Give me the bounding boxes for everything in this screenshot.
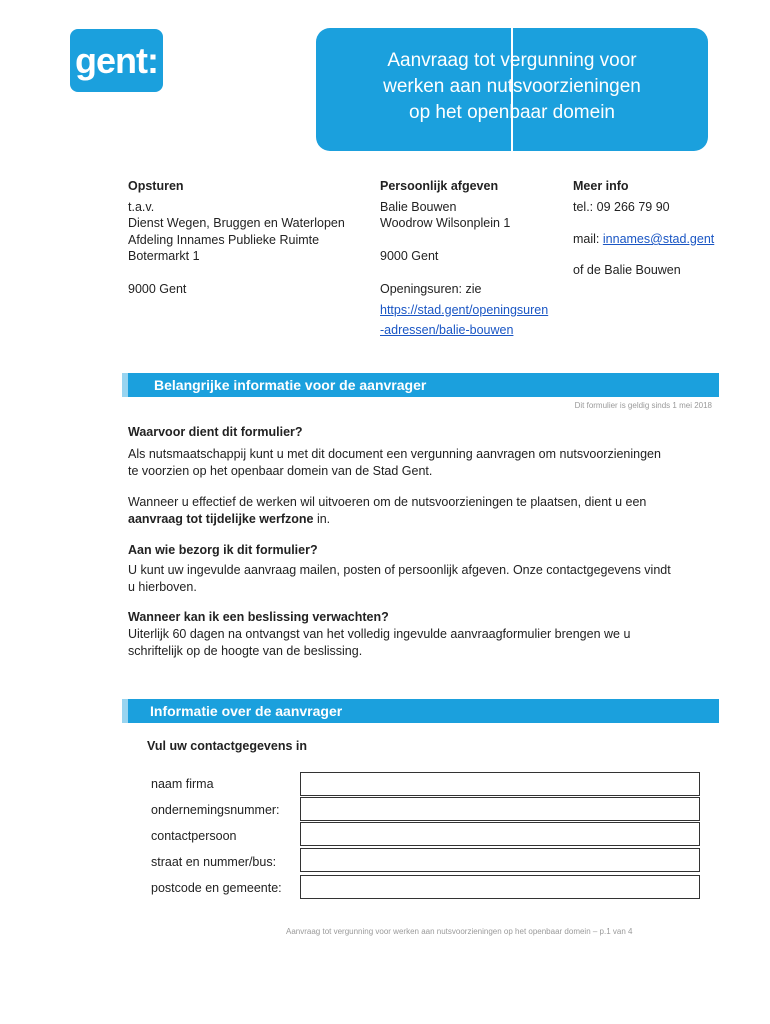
contact-deliver xyxy=(380,178,548,339)
send-heading: Opsturen xyxy=(128,179,184,193)
paragraph-line: Wanneer u effectief de werken wil uitvoeren om de nutsvoorzieningen te plaatsen, dient u een xyxy=(128,495,647,509)
send-line xyxy=(128,265,345,282)
send-line: t.a.v. xyxy=(128,199,155,214)
postcode-city-input[interactable] xyxy=(300,875,700,899)
info-heading: Meer info xyxy=(573,179,629,193)
deliver-heading: Persoonlijk afgeven xyxy=(380,179,499,193)
paragraph xyxy=(128,494,708,527)
field-label: naam firma xyxy=(151,777,214,791)
paragraph xyxy=(128,446,708,479)
question-heading: Wanneer kan ik een beslissing verwachten? xyxy=(128,610,389,624)
company-name-input[interactable] xyxy=(300,772,700,796)
title-line: op het openbaar domein xyxy=(409,102,615,123)
paragraph xyxy=(128,626,708,659)
send-line: Botermarkt 1 xyxy=(128,249,200,263)
page-footer: Aanvraag tot vergunning voor werken aan nutsvoorzieningen op het openbaar domein – p.1 van 4 xyxy=(286,927,633,936)
form-subtitle: Vul uw contactgegevens in xyxy=(147,739,307,753)
paragraph-line: u hierboven. xyxy=(128,579,197,594)
paragraph-line xyxy=(128,511,708,528)
title-line: werken aan nutsvoorzieningen xyxy=(383,76,641,97)
contact-send xyxy=(128,178,345,298)
openingsuren-link[interactable]: https://stad.gent/openingsuren xyxy=(380,302,549,317)
deliver-line xyxy=(380,232,548,249)
field-label: straat en nummer/bus: xyxy=(151,855,277,869)
contact-person-input[interactable] xyxy=(300,822,700,846)
street-input[interactable] xyxy=(300,848,700,872)
section-title: Belangrijke informatie voor de aanvrager xyxy=(154,377,427,393)
paragraph-end: in. xyxy=(313,511,331,526)
title-line: Aanvraag tot vergunning voor xyxy=(387,50,637,71)
send-line: 9000 Gent xyxy=(128,282,187,296)
mail-link[interactable]: innames@stad.gent xyxy=(602,232,715,246)
question-heading: Aan wie bezorg ik dit formulier? xyxy=(128,543,318,557)
section-important-info xyxy=(122,373,719,397)
deliver-line: Woodrow Wilsonplein 1 xyxy=(380,216,511,230)
paragraph-bold: aanvraag tot tijdelijke werfzone xyxy=(128,511,314,526)
deliver-line: 9000 Gent xyxy=(380,249,439,263)
send-line: Afdeling Innames Publieke Ruimte xyxy=(128,232,320,247)
paragraph-line: Uiterlijk 60 dagen na ontvangst van het volledig ingevulde aanvraagformulier brengen we u xyxy=(128,627,631,641)
paragraph-line: te voorzien op het openbaar domein van de Stad Gent. xyxy=(128,463,433,478)
deliver-line: Balie Bouwen xyxy=(380,199,457,214)
openingsuren-link[interactable]: -adressen/balie-bouwen xyxy=(380,323,514,337)
info-desk: of de Balie Bouwen xyxy=(573,262,681,277)
deliver-line: Openingsuren: zie xyxy=(380,282,482,296)
gent-logo: gent: xyxy=(70,29,163,92)
paragraph xyxy=(128,562,708,595)
field-label: contactpersoon xyxy=(151,829,237,843)
field-label: postcode en gemeente: xyxy=(151,881,282,895)
paragraph-line: Als nutsmaatschappij kunt u met dit document een vergunning aanvragen om nutsvoorzieningen xyxy=(128,447,661,461)
section-title: Informatie over de aanvrager xyxy=(150,703,343,719)
valid-since: Dit formulier is geldig sinds 1 mei 2018 xyxy=(574,401,712,410)
question-heading: Waarvoor dient dit formulier? xyxy=(128,425,303,439)
company-number-input[interactable] xyxy=(300,797,700,821)
send-line: Dienst Wegen, Bruggen en Waterlopen xyxy=(128,216,345,230)
deliver-line xyxy=(380,265,548,282)
page-title xyxy=(316,48,708,126)
contact-info xyxy=(573,178,714,278)
field-label: ondernemingsnummer: xyxy=(151,803,280,817)
section-applicant-info xyxy=(122,699,719,723)
paragraph-line: schriftelijk op de hoogte van de beslissing. xyxy=(128,643,363,658)
paragraph-line: U kunt uw ingevulde aanvraag mailen, posten of persoonlijk afgeven. Onze contactgegevens vindt xyxy=(128,563,671,577)
mail-label: mail: xyxy=(573,232,600,246)
info-phone: tel.: 09 266 79 90 xyxy=(573,199,670,214)
